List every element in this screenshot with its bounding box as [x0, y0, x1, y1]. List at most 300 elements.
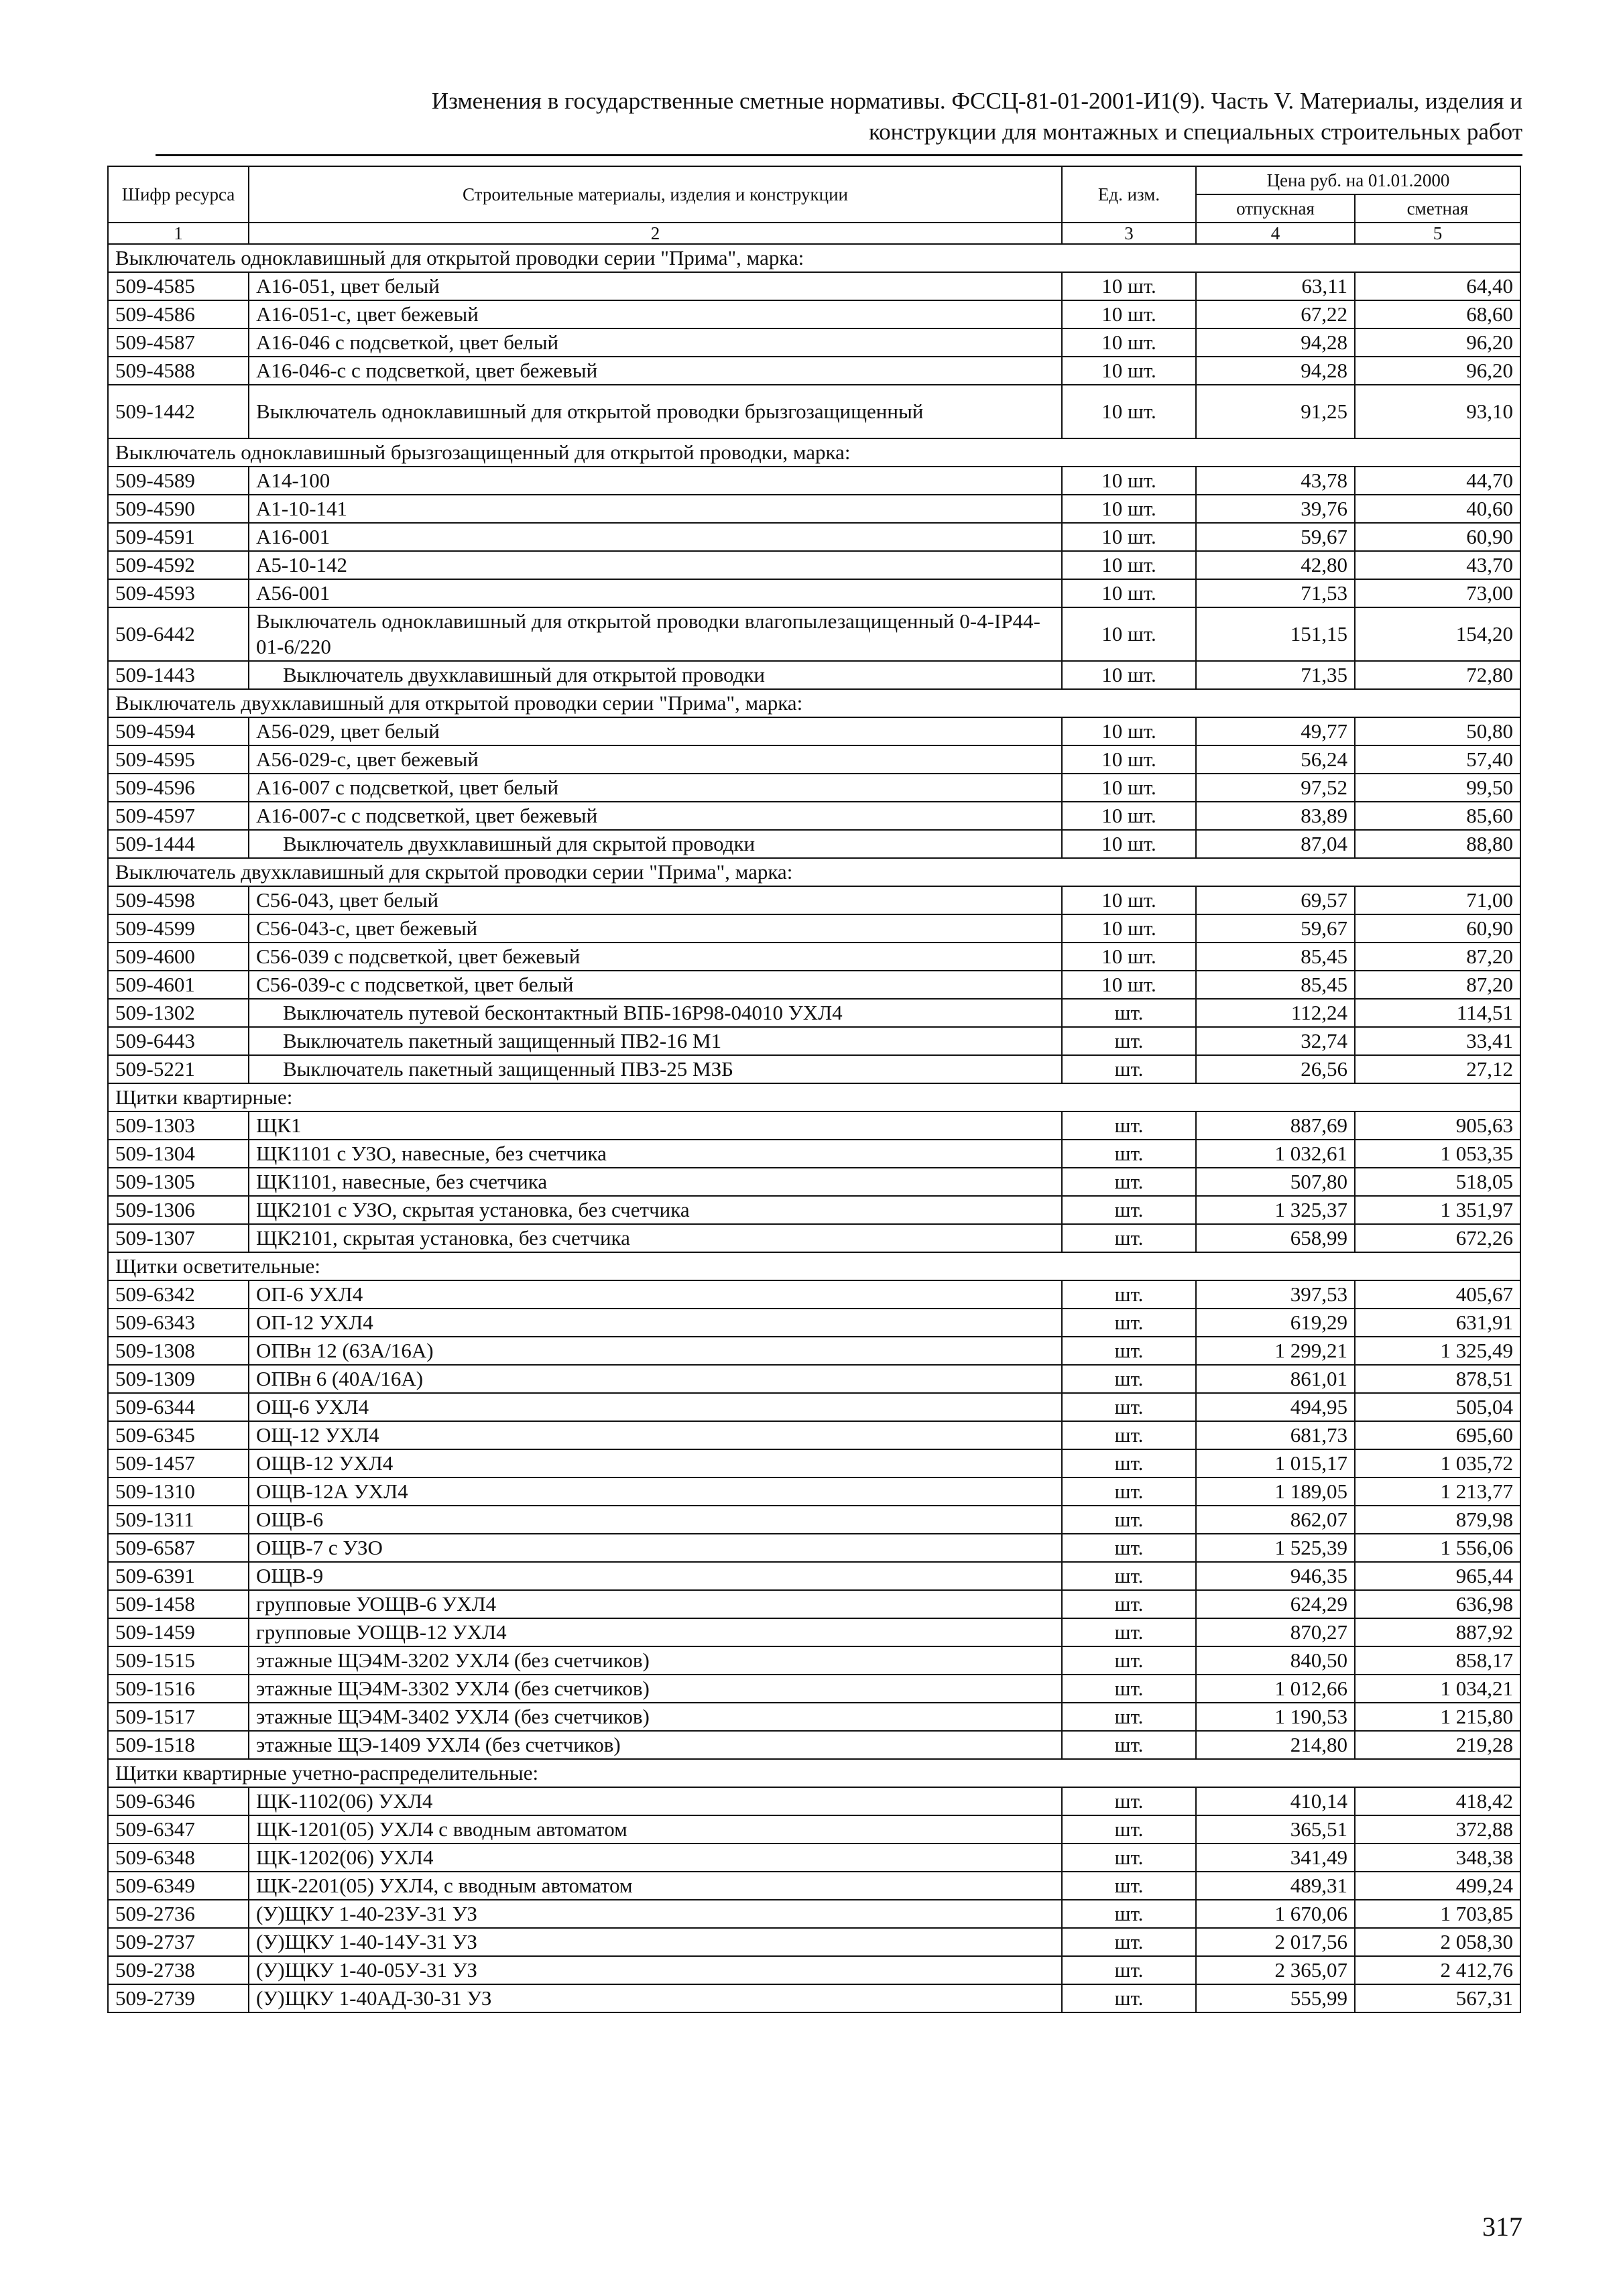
resource-name: этажные ЩЭ-1409 УХЛ4 (без счетчиков) — [249, 1731, 1062, 1759]
section-heading: Щитки квартирные учетно-распределительные: — [108, 1759, 1520, 1787]
unit-of-measure: шт. — [1062, 999, 1196, 1027]
table-row — [108, 717, 1520, 745]
release-price: 94,28 — [1196, 328, 1355, 357]
estimate-price: 57,40 — [1355, 745, 1520, 774]
estimate-price: 60,90 — [1355, 914, 1520, 943]
resource-name: ОЩВ-6 — [249, 1506, 1062, 1534]
resource-code: 509-4600 — [108, 943, 249, 971]
table-row — [108, 1140, 1520, 1168]
release-price: 555,99 — [1196, 1984, 1355, 2012]
unit-of-measure: шт. — [1062, 1815, 1196, 1844]
table-row — [108, 1900, 1520, 1928]
section-heading: Выключатель двухклавишный для открытой проводки серии "Прима", марка: — [108, 689, 1520, 717]
resource-name: А16-046-с с подсветкой, цвет бежевый — [249, 357, 1062, 385]
section-heading: Выключатель одноклавишный брызгозащищенный для открытой проводки, марка: — [108, 438, 1520, 467]
resource-name: А56-029, цвет белый — [249, 717, 1062, 745]
resource-name: ОЩВ-7 с УЗО — [249, 1534, 1062, 1562]
estimate-price: 40,60 — [1355, 495, 1520, 523]
release-price: 946,35 — [1196, 1562, 1355, 1590]
release-price: 83,89 — [1196, 802, 1355, 830]
header-name: Строительные материалы, изделия и конструкции — [249, 166, 1062, 223]
resource-name: Выключатель пакетный защищенный ПВЗ-25 МЗБ — [249, 1055, 1062, 1083]
estimate-price: 72,80 — [1355, 661, 1520, 689]
release-price: 91,25 — [1196, 385, 1355, 438]
unit-of-measure: шт. — [1062, 1393, 1196, 1421]
unit-of-measure: шт. — [1062, 1111, 1196, 1140]
section-heading-row — [108, 438, 1520, 467]
resource-name: С56-043, цвет белый — [249, 886, 1062, 914]
release-price: 85,45 — [1196, 971, 1355, 999]
release-price: 861,01 — [1196, 1365, 1355, 1393]
release-price: 624,29 — [1196, 1590, 1355, 1618]
release-price: 1 032,61 — [1196, 1140, 1355, 1168]
resource-name: этажные ЩЭ4М-3202 УХЛ4 (без счетчиков) — [249, 1646, 1062, 1675]
table-row — [108, 830, 1520, 858]
estimate-price: 1 053,35 — [1355, 1140, 1520, 1168]
release-price: 56,24 — [1196, 745, 1355, 774]
resource-code: 509-2736 — [108, 1900, 249, 1928]
estimate-price: 505,04 — [1355, 1393, 1520, 1421]
release-price: 489,31 — [1196, 1872, 1355, 1900]
release-price: 63,11 — [1196, 272, 1355, 300]
table-row — [108, 1196, 1520, 1224]
unit-of-measure: 10 шт. — [1062, 357, 1196, 385]
resource-code: 509-4586 — [108, 300, 249, 328]
resource-code: 509-1306 — [108, 1196, 249, 1224]
estimate-price: 672,26 — [1355, 1224, 1520, 1252]
unit-of-measure: шт. — [1062, 1365, 1196, 1393]
resource-name: ОЩ-6 УХЛ4 — [249, 1393, 1062, 1421]
release-price: 1 189,05 — [1196, 1477, 1355, 1506]
resource-code: 509-6344 — [108, 1393, 249, 1421]
resource-code: 509-2739 — [108, 1984, 249, 2012]
estimate-price: 44,70 — [1355, 467, 1520, 495]
unit-of-measure: 10 шт. — [1062, 300, 1196, 328]
unit-of-measure: шт. — [1062, 1984, 1196, 2012]
section-heading-row — [108, 1759, 1520, 1787]
table-row — [108, 357, 1520, 385]
resource-name: ОЩВ-12 УХЛ4 — [249, 1449, 1062, 1477]
estimate-price: 71,00 — [1355, 886, 1520, 914]
resource-name: ЩК1101, навесные, без счетчика — [249, 1168, 1062, 1196]
unit-of-measure: 10 шт. — [1062, 802, 1196, 830]
table-row — [108, 579, 1520, 607]
release-price: 151,15 — [1196, 607, 1355, 661]
header-divider — [156, 154, 1522, 156]
table-row — [108, 1280, 1520, 1309]
header-line-2: конструкции для монтажных и специальных строительных работ — [868, 119, 1522, 145]
release-price: 507,80 — [1196, 1168, 1355, 1196]
page-number: 317 — [1482, 2212, 1522, 2242]
unit-of-measure: шт. — [1062, 1534, 1196, 1562]
resource-code: 509-6443 — [108, 1027, 249, 1055]
estimate-price: 965,44 — [1355, 1562, 1520, 1590]
table-row — [108, 661, 1520, 689]
estimate-price: 905,63 — [1355, 1111, 1520, 1140]
release-price: 59,67 — [1196, 914, 1355, 943]
resource-code: 509-1303 — [108, 1111, 249, 1140]
resource-code: 509-4591 — [108, 523, 249, 551]
resource-name: А5-10-142 — [249, 551, 1062, 579]
estimate-price: 43,70 — [1355, 551, 1520, 579]
header-price: Цена руб. на 01.01.2000 — [1196, 166, 1520, 194]
estimate-price: 88,80 — [1355, 830, 1520, 858]
resource-name: этажные ЩЭ4М-3302 УХЛ4 (без счетчиков) — [249, 1675, 1062, 1703]
release-price: 39,76 — [1196, 495, 1355, 523]
unit-of-measure: 10 шт. — [1062, 272, 1196, 300]
resource-name: А16-001 — [249, 523, 1062, 551]
estimate-price: 887,92 — [1355, 1618, 1520, 1646]
unit-of-measure: 10 шт. — [1062, 551, 1196, 579]
release-price: 840,50 — [1196, 1646, 1355, 1675]
estimate-price: 499,24 — [1355, 1872, 1520, 1900]
column-numbers-row — [108, 223, 1520, 244]
release-price: 1 190,53 — [1196, 1703, 1355, 1731]
release-price: 1 525,39 — [1196, 1534, 1355, 1562]
estimate-price: 1 034,21 — [1355, 1675, 1520, 1703]
unit-of-measure: шт. — [1062, 1956, 1196, 1984]
table-row — [108, 523, 1520, 551]
resource-code: 509-4597 — [108, 802, 249, 830]
unit-of-measure: 10 шт. — [1062, 467, 1196, 495]
unit-of-measure: шт. — [1062, 1928, 1196, 1956]
unit-of-measure: 10 шт. — [1062, 914, 1196, 943]
unit-of-measure: шт. — [1062, 1337, 1196, 1365]
resource-code: 509-1302 — [108, 999, 249, 1027]
release-price: 681,73 — [1196, 1421, 1355, 1449]
release-price: 619,29 — [1196, 1309, 1355, 1337]
unit-of-measure: 10 шт. — [1062, 745, 1196, 774]
estimate-price: 1 325,49 — [1355, 1337, 1520, 1365]
resource-name: ЩК2101 с УЗО, скрытая установка, без счетчика — [249, 1196, 1062, 1224]
unit-of-measure: 10 шт. — [1062, 971, 1196, 999]
estimate-price: 858,17 — [1355, 1646, 1520, 1675]
unit-of-measure: шт. — [1062, 1646, 1196, 1675]
release-price: 341,49 — [1196, 1844, 1355, 1872]
table-row — [108, 328, 1520, 357]
resource-name: С56-043-с, цвет бежевый — [249, 914, 1062, 943]
resource-name: Выключатель одноклавишный для открытой проводки брызгозащищенный — [249, 385, 1062, 438]
table-row — [108, 1421, 1520, 1449]
unit-of-measure: 10 шт. — [1062, 607, 1196, 661]
resource-code: 509-4585 — [108, 272, 249, 300]
unit-of-measure: шт. — [1062, 1421, 1196, 1449]
estimate-price: 93,10 — [1355, 385, 1520, 438]
header-release-price: отпускная — [1196, 194, 1355, 223]
estimate-price: 73,00 — [1355, 579, 1520, 607]
resource-code: 509-4594 — [108, 717, 249, 745]
table-row — [108, 467, 1520, 495]
resource-name: Выключатель одноклавишный для открытой проводки влагопылезащищенный 0-4-IP44-01-6/220 — [249, 607, 1062, 661]
unit-of-measure: шт. — [1062, 1900, 1196, 1928]
release-price: 2 017,56 — [1196, 1928, 1355, 1956]
header-estimate-price: сметная — [1355, 194, 1520, 223]
resource-code: 509-6345 — [108, 1421, 249, 1449]
estimate-price: 96,20 — [1355, 357, 1520, 385]
resource-name: А56-029-с, цвет бежевый — [249, 745, 1062, 774]
estimate-price: 878,51 — [1355, 1365, 1520, 1393]
unit-of-measure: шт. — [1062, 1787, 1196, 1815]
section-heading: Выключатель двухклавишный для скрытой проводки серии "Прима", марка: — [108, 858, 1520, 886]
resource-code: 509-4599 — [108, 914, 249, 943]
unit-of-measure: шт. — [1062, 1562, 1196, 1590]
resource-name: А16-051-с, цвет бежевый — [249, 300, 1062, 328]
resource-code: 509-4598 — [108, 886, 249, 914]
table-row — [108, 1703, 1520, 1731]
estimate-price: 1 213,77 — [1355, 1477, 1520, 1506]
resource-code: 509-1442 — [108, 385, 249, 438]
estimate-price: 60,90 — [1355, 523, 1520, 551]
resource-name: ОЩВ-9 — [249, 1562, 1062, 1590]
resource-name: А56-001 — [249, 579, 1062, 607]
resource-code: 509-1517 — [108, 1703, 249, 1731]
estimate-price: 27,12 — [1355, 1055, 1520, 1083]
estimate-price: 405,67 — [1355, 1280, 1520, 1309]
release-price: 71,53 — [1196, 579, 1355, 607]
table-row — [108, 745, 1520, 774]
estimate-price: 1 035,72 — [1355, 1449, 1520, 1477]
unit-of-measure: 10 шт. — [1062, 579, 1196, 607]
unit-of-measure: шт. — [1062, 1224, 1196, 1252]
unit-of-measure: шт. — [1062, 1280, 1196, 1309]
resource-name: ЩК1 — [249, 1111, 1062, 1140]
resource-code: 509-1515 — [108, 1646, 249, 1675]
section-heading: Щитки квартирные: — [108, 1083, 1520, 1111]
resource-code: 509-1311 — [108, 1506, 249, 1534]
resource-name: (У)ЩКУ 1-40-05У-31 УЗ — [249, 1956, 1062, 1984]
release-price: 71,35 — [1196, 661, 1355, 689]
unit-of-measure: шт. — [1062, 1506, 1196, 1534]
table-row — [108, 300, 1520, 328]
resource-name: (У)ЩКУ 1-40-23У-31 УЗ — [249, 1900, 1062, 1928]
resource-code: 509-1516 — [108, 1675, 249, 1703]
table-row — [108, 1111, 1520, 1140]
unit-of-measure: 10 шт. — [1062, 523, 1196, 551]
table-row — [108, 607, 1520, 661]
table-row — [108, 1675, 1520, 1703]
estimate-price: 418,42 — [1355, 1787, 1520, 1815]
resource-code: 509-4595 — [108, 745, 249, 774]
table-row — [108, 1618, 1520, 1646]
table-row — [108, 1534, 1520, 1562]
resource-name: ЩК-1201(05) УХЛ4 с вводным автоматом — [249, 1815, 1062, 1844]
resource-code: 509-2737 — [108, 1928, 249, 1956]
release-price: 26,56 — [1196, 1055, 1355, 1083]
unit-of-measure: шт. — [1062, 1055, 1196, 1083]
resource-code: 509-6347 — [108, 1815, 249, 1844]
estimate-price: 99,50 — [1355, 774, 1520, 802]
resource-name: С56-039-с с подсветкой, цвет белый — [249, 971, 1062, 999]
table-row — [108, 774, 1520, 802]
section-heading-row — [108, 1252, 1520, 1280]
release-price: 32,74 — [1196, 1027, 1355, 1055]
table-row — [108, 971, 1520, 999]
resource-name: (У)ЩКУ 1-40АД-30-31 УЗ — [249, 1984, 1062, 2012]
header-line-1: Изменения в государственные сметные нормативы. ФССЦ-81-01-2001-И1(9). Часть V. Материалы, изделия и — [431, 88, 1522, 114]
resource-code: 509-1457 — [108, 1449, 249, 1477]
estimate-price: 1 556,06 — [1355, 1534, 1520, 1562]
release-price: 410,14 — [1196, 1787, 1355, 1815]
section-heading-row — [108, 244, 1520, 272]
table-row — [108, 1731, 1520, 1759]
estimate-price: 695,60 — [1355, 1421, 1520, 1449]
resource-code: 509-6587 — [108, 1534, 249, 1562]
table-row — [108, 1337, 1520, 1365]
unit-of-measure: шт. — [1062, 1027, 1196, 1055]
resource-code: 509-1309 — [108, 1365, 249, 1393]
unit-of-measure: шт. — [1062, 1872, 1196, 1900]
estimate-price: 50,80 — [1355, 717, 1520, 745]
estimate-price: 518,05 — [1355, 1168, 1520, 1196]
table-row — [108, 1055, 1520, 1083]
estimate-price: 96,20 — [1355, 328, 1520, 357]
release-price: 214,80 — [1196, 1731, 1355, 1759]
estimate-price: 114,51 — [1355, 999, 1520, 1027]
estimate-price: 879,98 — [1355, 1506, 1520, 1534]
resource-code: 509-4596 — [108, 774, 249, 802]
resource-name: ОЩ-12 УХЛ4 — [249, 1421, 1062, 1449]
unit-of-measure: шт. — [1062, 1196, 1196, 1224]
table-row — [108, 1590, 1520, 1618]
resource-name: ОП-12 УХЛ4 — [249, 1309, 1062, 1337]
table-body — [108, 244, 1520, 2012]
release-price: 1 670,06 — [1196, 1900, 1355, 1928]
estimate-price: 87,20 — [1355, 971, 1520, 999]
unit-of-measure: шт. — [1062, 1168, 1196, 1196]
estimate-price: 154,20 — [1355, 607, 1520, 661]
resource-name: А16-051, цвет белый — [249, 272, 1062, 300]
release-price: 1 299,21 — [1196, 1337, 1355, 1365]
resource-name: ЩК-2201(05) УХЛ4, с вводным автоматом — [249, 1872, 1062, 1900]
release-price: 1 325,37 — [1196, 1196, 1355, 1224]
resource-name: Выключатель путевой бесконтактный ВПБ-16Р98-04010 УХЛ4 — [249, 999, 1062, 1027]
unit-of-measure: 10 шт. — [1062, 328, 1196, 357]
release-price: 43,78 — [1196, 467, 1355, 495]
resource-name: С56-039 с подсветкой, цвет бежевый — [249, 943, 1062, 971]
resource-name: Выключатель двухклавишный для открытой проводки — [249, 661, 1062, 689]
unit-of-measure: 10 шт. — [1062, 661, 1196, 689]
release-price: 112,24 — [1196, 999, 1355, 1027]
table-row — [108, 495, 1520, 523]
resource-name: групповые УОЩВ-6 УХЛ4 — [249, 1590, 1062, 1618]
release-price: 870,27 — [1196, 1618, 1355, 1646]
header-unit: Ед. изм. — [1062, 166, 1196, 223]
table-row — [108, 1365, 1520, 1393]
unit-of-measure: шт. — [1062, 1309, 1196, 1337]
table-row — [108, 385, 1520, 438]
unit-of-measure: 10 шт. — [1062, 774, 1196, 802]
release-price: 397,53 — [1196, 1280, 1355, 1309]
estimate-price: 87,20 — [1355, 943, 1520, 971]
section-heading-row — [108, 689, 1520, 717]
unit-of-measure: шт. — [1062, 1844, 1196, 1872]
resource-code: 509-2738 — [108, 1956, 249, 1984]
table-row — [108, 1956, 1520, 1984]
release-price: 67,22 — [1196, 300, 1355, 328]
resource-name: Выключатель пакетный защищенный ПВ2-16 М1 — [249, 1027, 1062, 1055]
resource-code: 509-1444 — [108, 830, 249, 858]
table-row — [108, 1506, 1520, 1534]
estimate-price: 1 351,97 — [1355, 1196, 1520, 1224]
table-row — [108, 1449, 1520, 1477]
estimate-price: 33,41 — [1355, 1027, 1520, 1055]
resource-name: ОЩВ-12А УХЛ4 — [249, 1477, 1062, 1506]
estimate-price: 567,31 — [1355, 1984, 1520, 2012]
resource-name: (У)ЩКУ 1-40-14У-31 УЗ — [249, 1928, 1062, 1956]
release-price: 69,57 — [1196, 886, 1355, 914]
resource-code: 509-1310 — [108, 1477, 249, 1506]
estimate-price: 68,60 — [1355, 300, 1520, 328]
resource-name: ОПВн 6 (40А/16А) — [249, 1365, 1062, 1393]
release-price: 49,77 — [1196, 717, 1355, 745]
resource-code: 509-1459 — [108, 1618, 249, 1646]
resource-price-table — [107, 166, 1521, 2013]
resource-name: ЩК-1102(06) УХЛ4 — [249, 1787, 1062, 1815]
resource-code: 509-6442 — [108, 607, 249, 661]
resource-name: ЩК-1202(06) УХЛ4 — [249, 1844, 1062, 1872]
table-row — [108, 1984, 1520, 2012]
resource-code: 509-6343 — [108, 1309, 249, 1337]
resource-name: ЩК2101, скрытая установка, без счетчика — [249, 1224, 1062, 1252]
section-heading: Щитки осветительные: — [108, 1252, 1520, 1280]
resource-name: А1-10-141 — [249, 495, 1062, 523]
unit-of-measure: 10 шт. — [1062, 830, 1196, 858]
release-price: 94,28 — [1196, 357, 1355, 385]
release-price: 97,52 — [1196, 774, 1355, 802]
release-price: 87,04 — [1196, 830, 1355, 858]
estimate-price: 2 412,76 — [1355, 1956, 1520, 1984]
page-header — [107, 86, 1522, 147]
resource-name: А16-046 с подсветкой, цвет белый — [249, 328, 1062, 357]
estimate-price: 348,38 — [1355, 1844, 1520, 1872]
estimate-price: 219,28 — [1355, 1731, 1520, 1759]
resource-code: 509-6349 — [108, 1872, 249, 1900]
resource-code: 509-1305 — [108, 1168, 249, 1196]
unit-of-measure: шт. — [1062, 1140, 1196, 1168]
unit-of-measure: шт. — [1062, 1477, 1196, 1506]
resource-name: ЩК1101 с УЗО, навесные, без счетчика — [249, 1140, 1062, 1168]
resource-code: 509-1518 — [108, 1731, 249, 1759]
resource-code: 509-1308 — [108, 1337, 249, 1365]
unit-of-measure: шт. — [1062, 1449, 1196, 1477]
estimate-price: 64,40 — [1355, 272, 1520, 300]
release-price: 658,99 — [1196, 1224, 1355, 1252]
table-row — [108, 1562, 1520, 1590]
resource-code: 509-1307 — [108, 1224, 249, 1252]
resource-code: 509-4587 — [108, 328, 249, 357]
unit-of-measure: шт. — [1062, 1675, 1196, 1703]
unit-of-measure: 10 шт. — [1062, 495, 1196, 523]
unit-of-measure: 10 шт. — [1062, 943, 1196, 971]
table-row — [108, 943, 1520, 971]
column-number: 1 — [108, 223, 249, 244]
resource-code: 509-4588 — [108, 357, 249, 385]
release-price: 494,95 — [1196, 1393, 1355, 1421]
resource-code: 509-4593 — [108, 579, 249, 607]
resource-code: 509-6348 — [108, 1844, 249, 1872]
estimate-price: 85,60 — [1355, 802, 1520, 830]
release-price: 862,07 — [1196, 1506, 1355, 1534]
resource-code: 509-1304 — [108, 1140, 249, 1168]
table-row — [108, 1309, 1520, 1337]
table-row — [108, 914, 1520, 943]
resource-name: А16-007 с подсветкой, цвет белый — [249, 774, 1062, 802]
unit-of-measure: шт. — [1062, 1731, 1196, 1759]
resource-code: 509-6346 — [108, 1787, 249, 1815]
table-row — [108, 272, 1520, 300]
unit-of-measure: 10 шт. — [1062, 385, 1196, 438]
estimate-price: 2 058,30 — [1355, 1928, 1520, 1956]
